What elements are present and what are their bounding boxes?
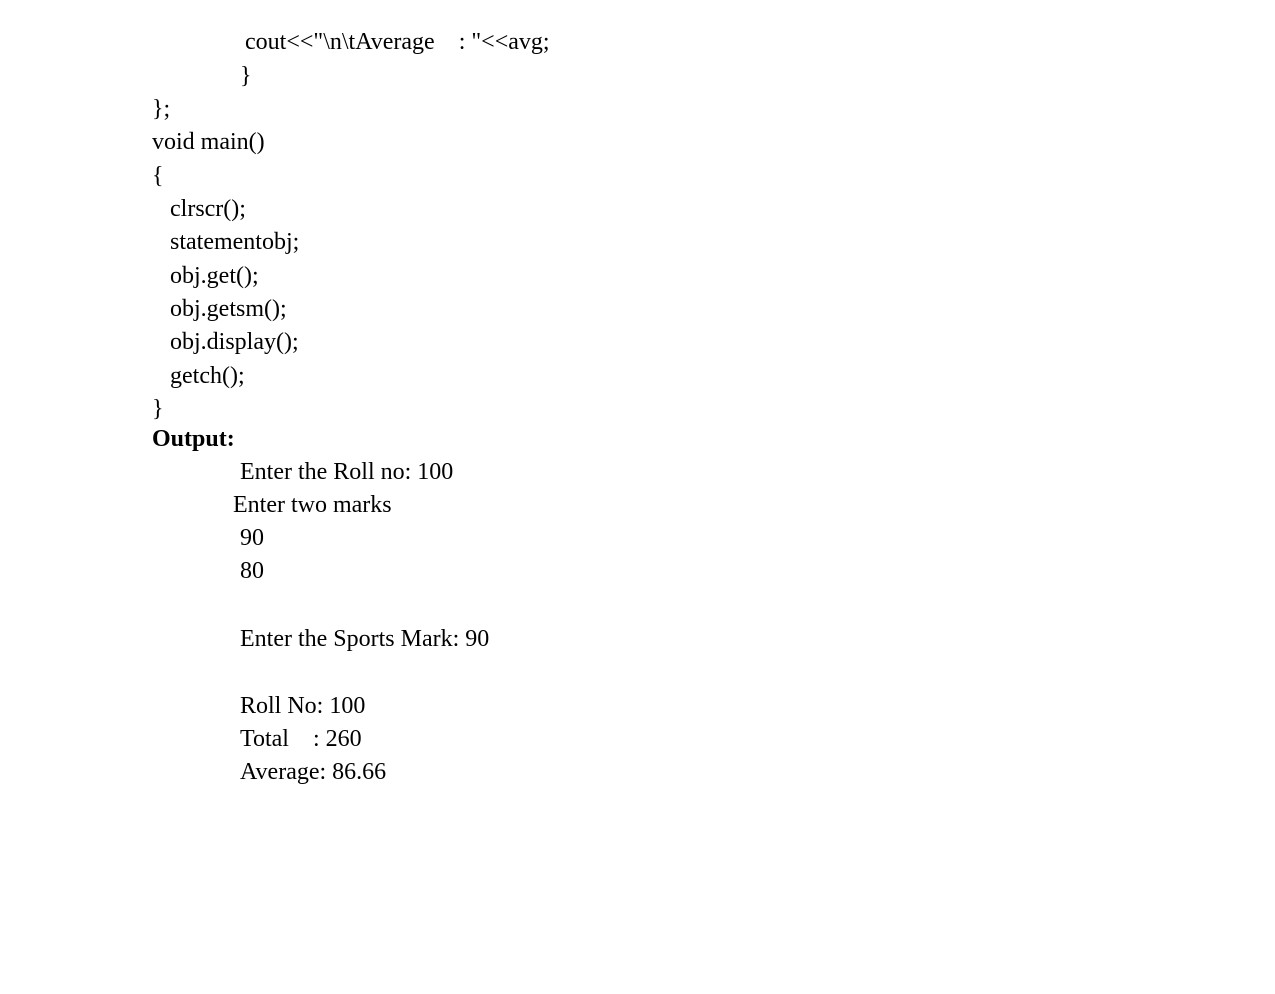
output-line: 80 xyxy=(240,558,264,584)
output-line: Enter two marks xyxy=(233,492,392,518)
code-line: }; xyxy=(152,96,171,122)
code-line: obj.display(); xyxy=(170,329,299,355)
output-line: Enter the Roll no: 100 xyxy=(240,459,454,485)
code-line: void main() xyxy=(152,129,265,155)
code-line: } xyxy=(152,396,164,422)
code-line: statementobj; xyxy=(170,229,300,255)
output-heading: Output: xyxy=(152,426,235,452)
code-line: obj.getsm(); xyxy=(170,296,287,322)
output-line: Roll No: 100 xyxy=(240,693,366,719)
code-line: obj.get(); xyxy=(170,263,259,289)
code-line: clrscr(); xyxy=(170,196,246,222)
code-line: getch(); xyxy=(170,363,245,389)
output-line: Total : 260 xyxy=(240,726,362,752)
output-line: Average: 86.66 xyxy=(240,759,387,785)
code-line: { xyxy=(152,163,164,189)
output-line: Enter the Sports Mark: 90 xyxy=(240,626,490,652)
code-line: cout<<"\n\tAverage : "<<avg; xyxy=(245,29,550,55)
output-line: 90 xyxy=(240,525,264,551)
code-line: } xyxy=(240,63,252,89)
